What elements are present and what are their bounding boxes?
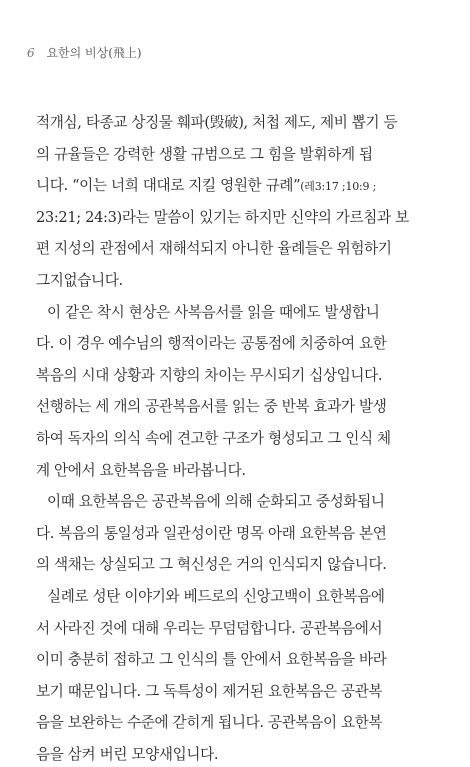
text-line [36, 332, 387, 356]
text-line [36, 553, 387, 577]
text-line-content: 적개심, 타종교 상징물 훼파(毁破), 처첩 제도, 제비 뽑기 등 [36, 114, 398, 131]
text-line-content: 그지없습니다. [36, 272, 123, 289]
running-head [27, 44, 142, 61]
text-line [36, 143, 373, 167]
text-line-content: 이미 충분히 접하고 그 인식의 틀 안에서 요한복음을 바라 [36, 651, 387, 669]
text-line [47, 490, 385, 514]
text-line [36, 427, 391, 451]
text-line-content: 선행하는 세 개의 공관복음서를 읽는 중 반복 효과가 발생 [36, 398, 387, 416]
text-line-content: 음을 보완하는 수준에 갇히게 됩니다. 공관복음이 요한복 [36, 714, 383, 732]
text-line [36, 459, 246, 483]
scripture-reference: (레3:17 ;10:9 ; [300, 180, 377, 194]
text-line [36, 648, 387, 672]
text-line-content: 다. 이 경우 예수님의 행적이라는 공통점에 치중하여 요한 [36, 335, 387, 353]
text-line-content: 니다. “이는 너희 대대로 지킬 영원한 규례” [36, 177, 301, 195]
text-line [36, 395, 387, 419]
running-head-title: 요한의 비상(飛上) [46, 46, 142, 60]
text-line-content: 보기 때문입니다. 그 독특성이 제거된 요한복음은 공관복 [36, 682, 383, 700]
text-line [47, 585, 385, 609]
text-line-content: 편 지성의 관점에서 재해석되지 아니한 율례들은 위험하기 [36, 240, 392, 258]
text-line-content: 의 색채는 상실되고 그 혁신성은 거의 인식되지 않습니다. [36, 556, 387, 574]
text-line-content: 의 규율들은 강력한 생활 규범으로 그 힘을 발휘하게 됩 [36, 145, 373, 163]
text-line-content: 이때 요한복음은 공관복음에 의해 순화되고 중성화됩니 [47, 493, 385, 511]
text-line [36, 711, 382, 735]
text-line [36, 743, 218, 767]
text-line [36, 522, 387, 546]
text-line [36, 364, 382, 388]
text-line-content: 계 안에서 요한복음을 바라봅니다. [36, 461, 246, 479]
text-line-content: 음을 삼켜 버린 모양새입니다. [36, 746, 219, 763]
text-line-content: 다. 복음의 통일성과 일관성이란 명목 아래 요한복음 본연 [36, 524, 387, 542]
text-line [36, 111, 397, 135]
text-line [47, 301, 379, 325]
text-line [36, 237, 392, 261]
text-line-content: 실례로 성탄 이야기와 베드로의 신앙고백이 요한복음에 [47, 588, 385, 605]
text-line [36, 617, 382, 641]
text-line [36, 174, 376, 198]
text-line [36, 269, 123, 293]
page-number: 6 [27, 46, 35, 60]
text-line-content: 서 사라진 것에 대해 우리는 무덤덤합니다. 공관복음에서 [36, 619, 383, 637]
text-line-content: 복음의 시대 상황과 지향의 차이는 무시되기 십상입니다. [36, 366, 383, 384]
text-line-content: 하여 독자의 의식 속에 견고한 구조가 형성되고 그 인식 체 [36, 430, 391, 447]
text-line-content: 23:21; 24:3)라는 말씀이 있기는 하지만 신약의 가르침과 보 [36, 208, 409, 226]
text-line [36, 206, 409, 230]
text-line [36, 680, 382, 704]
text-line-content: 이 같은 착시 현상은 사복음서를 읽을 때에도 발생합니 [47, 303, 380, 321]
